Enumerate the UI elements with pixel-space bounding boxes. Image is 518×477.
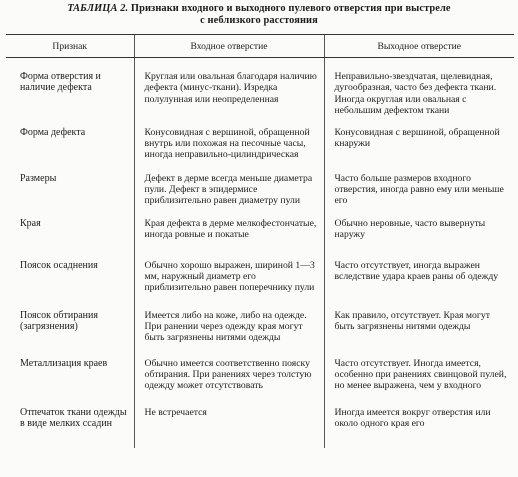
entry-cell: Обычно имеется соответственно пояску обтирания. При ранениях через толстую одежду может отсутствовать [134,355,324,404]
table-row [6,355,514,404]
exit-cell: Часто отсутствует. Иногда имеется, особенно при ранениях свинцовой пулей, но менее выражена, чем у входного [324,355,514,404]
caption-prefix: ТАБЛИЦА 2. [67,3,129,14]
entry-cell: Имеется либо на коже, либо на одежде. При ранении через одежду края могут быть загрязнены нитями одежды [134,305,324,355]
feature-cell: Поясок обтирания (загрязнения) [20,309,98,332]
entry-cell: Обычно хорошо выражен, шириной 1—3 мм, наружный диаметр его приблизительно равен поперечнику пули [134,257,324,305]
feature-cell: Поясок осаднения [20,259,98,271]
exit-cell: Как правило, отсутствует. Края могут быть загрязнены нитями одежды [324,305,514,355]
signs-table [6,34,514,448]
table-caption [0,3,518,27]
feature-cell: Форма отверстия и наличие дефекта [20,71,101,94]
exit-cell: Неправильно-звездчатая, щелевидная, дугообразная, часто без дефекта ткани. Иногда округлая или овальная с небольшим дефектом ткани [324,58,514,123]
feature-cell: Металлизация краев [20,357,108,369]
feature-cell: Края [20,217,41,229]
entry-cell: Дефект в дерме всегда меньше диаметра пули. Дефект в эпидермисе приблизительно равен диаметру пули [134,170,324,216]
exit-cell: Часто больше размеров входного отверстия, иногда равно ему или меньше его [324,170,514,216]
header-row [6,35,514,58]
entry-cell: Края дефекта в дерме мелкофестончатые, иногда ровные и покатые [134,216,324,257]
exit-cell: Обычно неровные, часто вывернуты наружу [324,216,514,257]
feature-cell: Отпечаток ткани одежды в виде мелких ссадин [20,406,127,429]
header-entry-hole: Входное отверстие [134,35,324,58]
header-feature: Признак [6,35,134,58]
feature-cell: Форма дефекта [20,126,86,138]
caption-line-2: с неблизкого расстояния [200,15,318,26]
table-row [6,123,514,170]
table-row [6,305,514,355]
exit-cell: Иногда имеется вокруг отверстия или около одного края его [324,404,514,448]
table-row [6,216,514,257]
table-row [6,404,514,448]
caption-text: Признаки входного и выходного пулевого отверстия при выстреле [130,3,451,14]
table-row [6,170,514,216]
table-row [6,257,514,305]
table-row [6,58,514,123]
feature-cell: Размеры [20,172,57,184]
entry-cell: Конусовидная с вершиной, обращенной внутрь или похожая на песочные часы, иногда неправильно-цилиндрическая [134,123,324,170]
entry-cell: Круглая или овальная благодаря наличию дефекта (минус-ткани). Изредка полулунная или неопределенная [134,58,324,123]
exit-cell: Часто отсутствует, иногда выражен вследствие удара краев раны об одежду [324,257,514,305]
entry-cell: Не встречается [134,404,324,448]
exit-cell: Конусовидная с вершиной, обращенной кнаружи [324,123,514,170]
header-exit-hole: Выходное отверстие [324,35,514,58]
caption-line-1 [0,3,518,15]
